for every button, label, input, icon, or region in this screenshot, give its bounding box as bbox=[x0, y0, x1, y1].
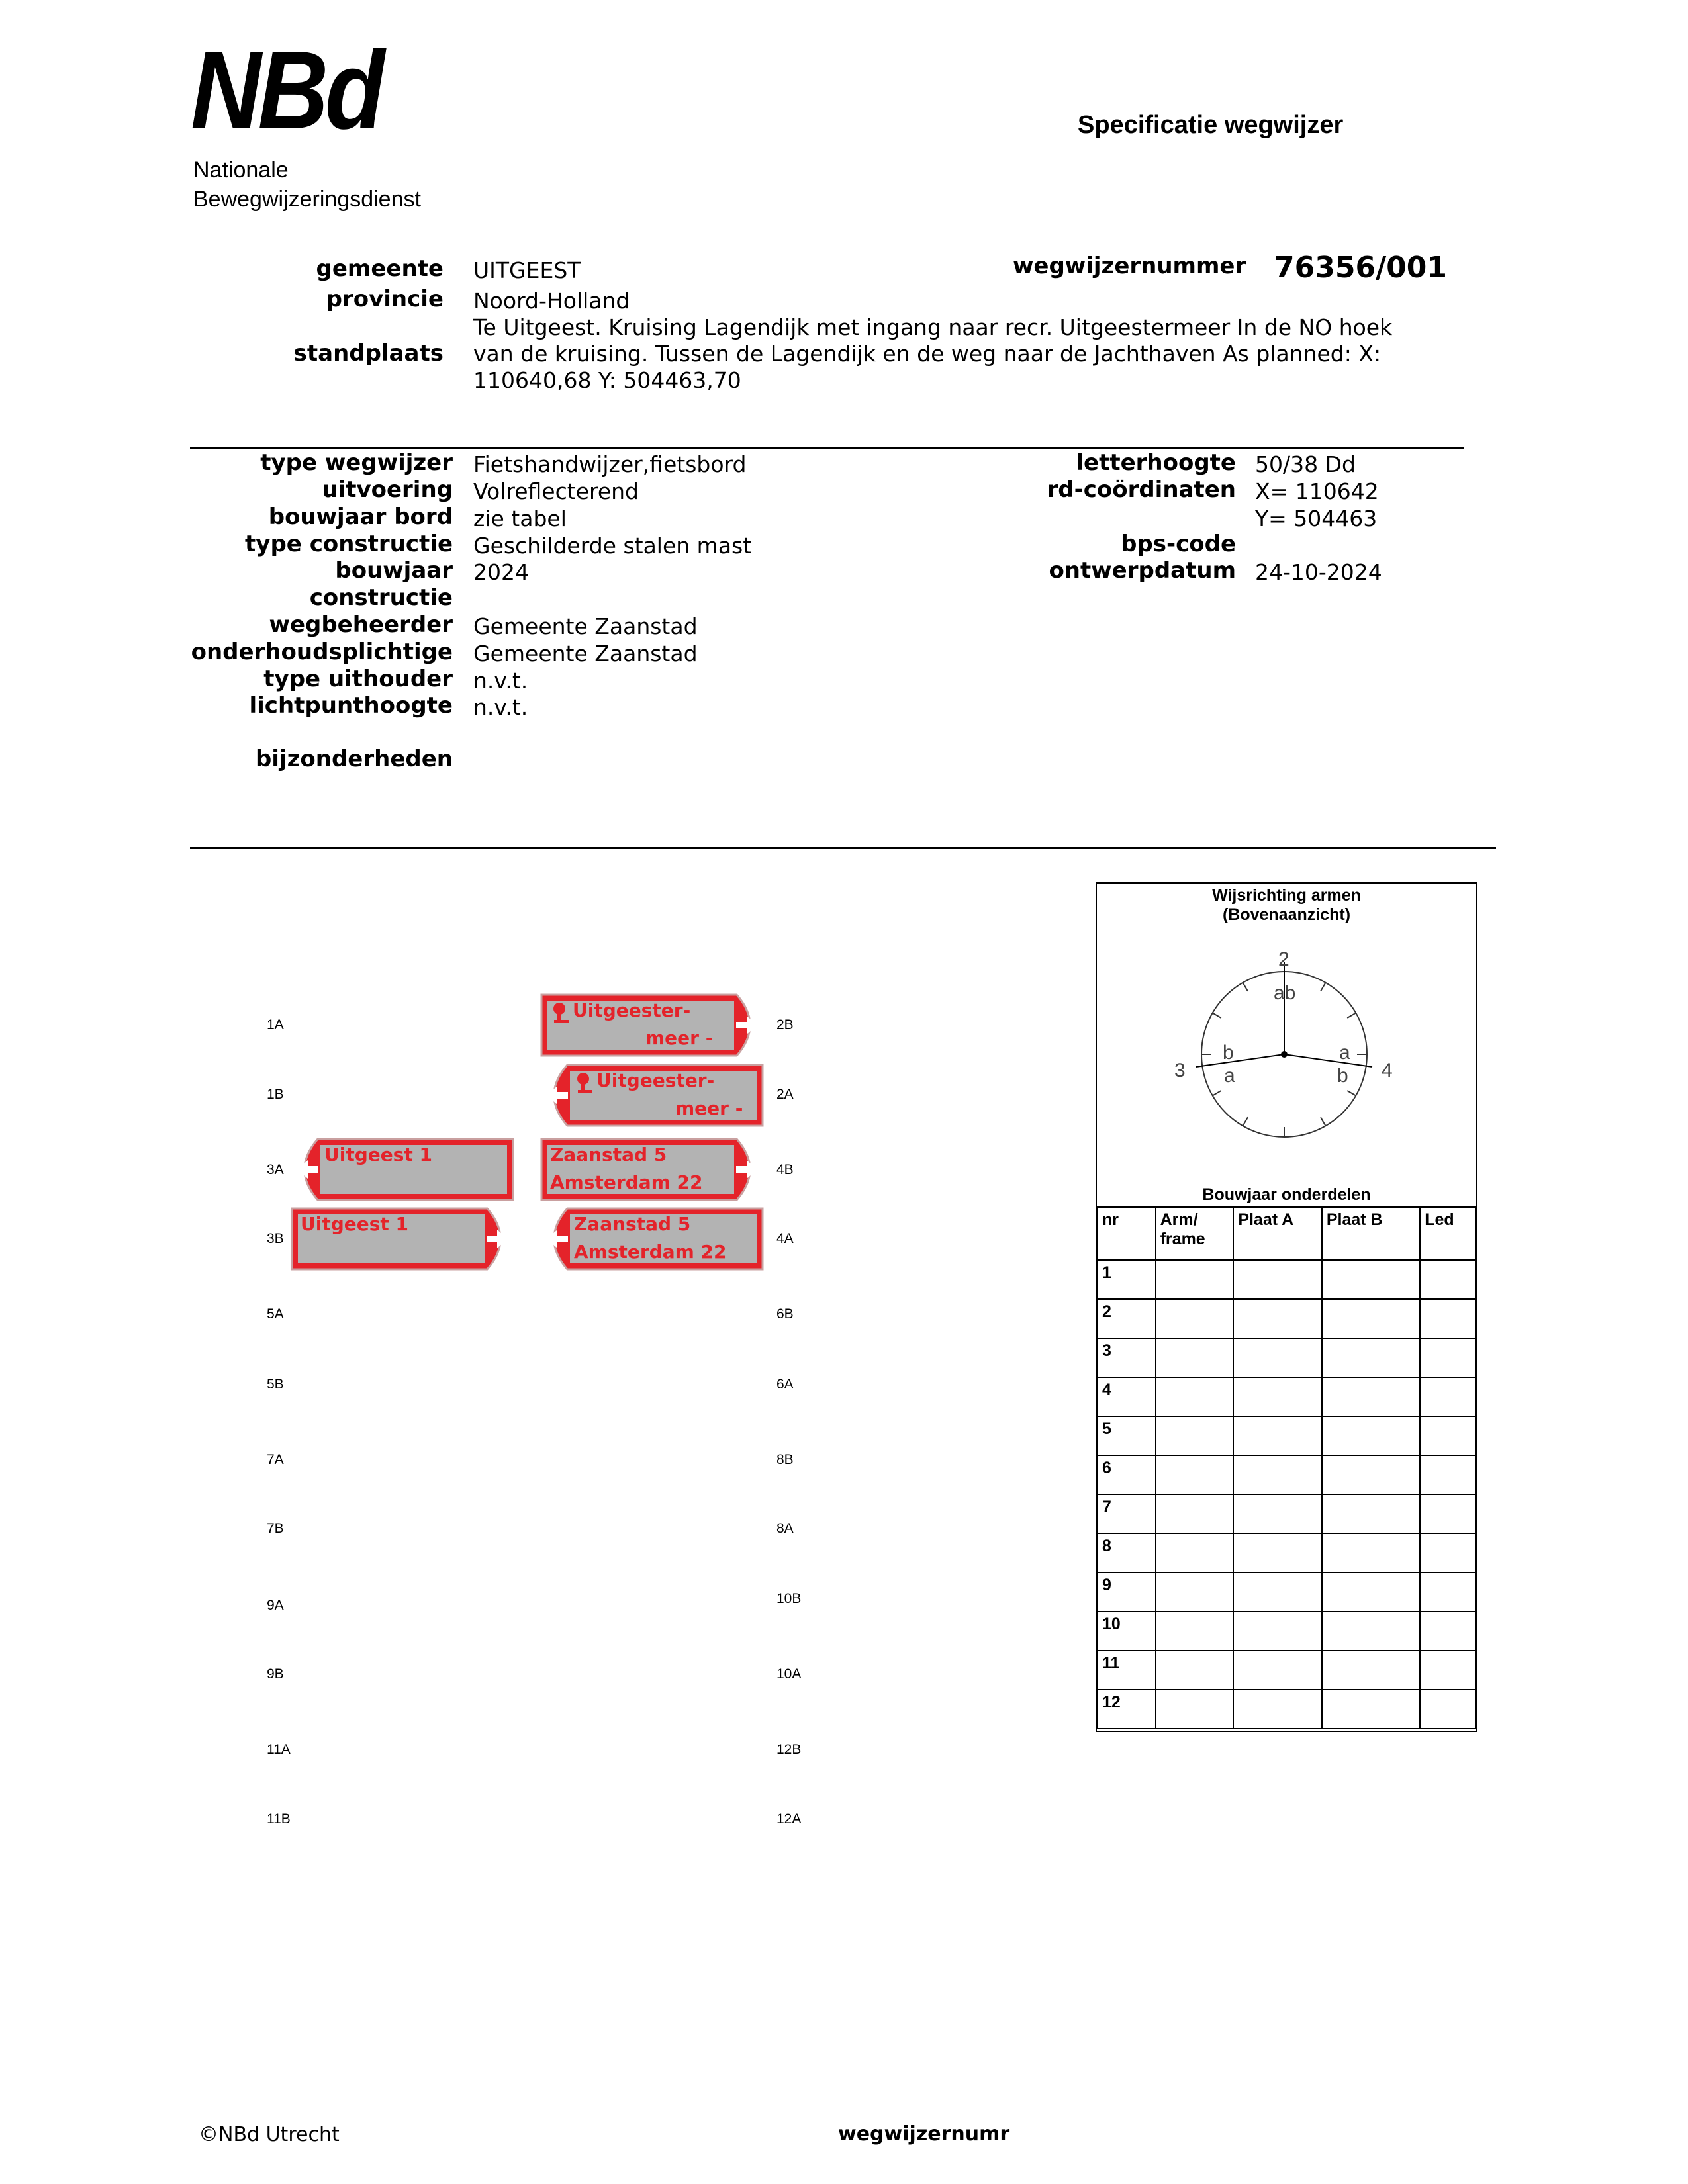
table-cell bbox=[1156, 1260, 1234, 1299]
row-number: 6 bbox=[1098, 1455, 1156, 1494]
table-row bbox=[1098, 1612, 1476, 1651]
position-label: 5A bbox=[267, 1306, 284, 1322]
table-row bbox=[1098, 1299, 1476, 1338]
panel-title-line2: (Bovenaanzicht) bbox=[1222, 905, 1351, 924]
position-label: 7B bbox=[267, 1521, 284, 1536]
table-cell bbox=[1156, 1494, 1234, 1533]
position-label: 8B bbox=[776, 1452, 794, 1467]
position-label: 4B bbox=[776, 1162, 794, 1177]
table-cell bbox=[1233, 1572, 1322, 1612]
table-cell bbox=[1233, 1651, 1322, 1690]
table-cell bbox=[1156, 1612, 1234, 1651]
position-label: 1B bbox=[267, 1087, 284, 1102]
table-cell bbox=[1156, 1690, 1234, 1729]
signpost-2a bbox=[539, 1063, 765, 1128]
row-number: 9 bbox=[1098, 1572, 1156, 1612]
row-number: 8 bbox=[1098, 1533, 1156, 1572]
sign-text-line1: Zaanstad 5 bbox=[550, 1144, 667, 1165]
table-cell bbox=[1420, 1299, 1476, 1338]
spec-label: uitvoering bbox=[322, 477, 453, 503]
table-cell bbox=[1420, 1338, 1476, 1377]
row-number: 1 bbox=[1098, 1260, 1156, 1299]
table-header-cell: Led bbox=[1420, 1207, 1476, 1260]
org-name-line2: Bewegwijzeringsdienst bbox=[193, 187, 421, 212]
row-number: 4 bbox=[1098, 1377, 1156, 1416]
table-cell bbox=[1322, 1612, 1420, 1651]
spec-value: Volreflecterend bbox=[473, 478, 639, 504]
table-cell bbox=[1420, 1377, 1476, 1416]
dial-label-left-b: b bbox=[1223, 1042, 1234, 1064]
position-label: 2B bbox=[776, 1017, 794, 1032]
sign-text-line1: Uitgeest 1 bbox=[301, 1213, 409, 1235]
orientation-panel bbox=[1096, 882, 1477, 1732]
spec-right-value: X= 110642 bbox=[1255, 478, 1379, 504]
position-label: 1A bbox=[267, 1017, 284, 1032]
table-cell bbox=[1233, 1690, 1322, 1729]
row-number: 11 bbox=[1098, 1651, 1156, 1690]
position-label: 3B bbox=[267, 1231, 284, 1246]
spec-label: type wegwijzer bbox=[260, 449, 453, 476]
dial-label-3: 3 bbox=[1174, 1060, 1186, 1081]
position-label: 5B bbox=[267, 1377, 284, 1392]
spec-value: Gemeente Zaanstad bbox=[473, 641, 698, 666]
footer-wegwijzernumr: wegwijzernumr bbox=[838, 2122, 1010, 2146]
dial-label-top-ab: ab bbox=[1274, 982, 1296, 1004]
table-cell bbox=[1420, 1455, 1476, 1494]
spec-label: bouwjaar bord bbox=[268, 504, 453, 530]
table-cell bbox=[1156, 1416, 1234, 1455]
sign-text-line2: Amsterdam 22 bbox=[550, 1171, 703, 1193]
table-cell bbox=[1322, 1690, 1420, 1729]
spec-right-value: 50/38 Dd bbox=[1255, 451, 1356, 477]
table-header-cell: nr bbox=[1098, 1207, 1156, 1260]
table-cell bbox=[1233, 1455, 1322, 1494]
spec-right-value: 24-10-2024 bbox=[1255, 559, 1382, 585]
position-label: 7A bbox=[267, 1452, 284, 1467]
nbd-logo: NBd bbox=[191, 28, 382, 152]
table-header-cell: Arm/ frame bbox=[1156, 1207, 1234, 1260]
dial-center bbox=[1281, 1051, 1288, 1058]
sign-text-line1: Uitgeest 1 bbox=[324, 1144, 433, 1165]
table-row bbox=[1098, 1651, 1476, 1690]
spec-value: Fietshandwijzer,fietsbord bbox=[473, 451, 747, 477]
position-label: 4A bbox=[776, 1231, 794, 1246]
table-cell bbox=[1322, 1299, 1420, 1338]
position-label: 12A bbox=[776, 1811, 802, 1827]
document-title: Specificatie wegwijzer bbox=[1078, 111, 1344, 139]
arm-4-line bbox=[1284, 1054, 1372, 1067]
table-row bbox=[1098, 1377, 1476, 1416]
table-cell bbox=[1420, 1572, 1476, 1612]
spec-label: wegbeheerder bbox=[269, 612, 453, 638]
spec-right-label: bps-code bbox=[1121, 531, 1236, 557]
row-number: 5 bbox=[1098, 1416, 1156, 1455]
sign-text-line1: Zaanstad 5 bbox=[574, 1213, 691, 1235]
table-cell bbox=[1322, 1416, 1420, 1455]
bouwjaar-table bbox=[1097, 1206, 1476, 1729]
table-cell bbox=[1233, 1494, 1322, 1533]
table-cell bbox=[1322, 1338, 1420, 1377]
dial-label-right-a: a bbox=[1339, 1042, 1350, 1064]
dial-tick bbox=[1243, 983, 1248, 991]
table-row bbox=[1098, 1416, 1476, 1455]
row-number: 7 bbox=[1098, 1494, 1156, 1533]
table-cell bbox=[1322, 1533, 1420, 1572]
table-row bbox=[1098, 1260, 1476, 1299]
table-cell bbox=[1233, 1260, 1322, 1299]
spec-value: n.v.t. bbox=[473, 694, 528, 720]
table-cell bbox=[1322, 1494, 1420, 1533]
spec-label: type constructie bbox=[245, 531, 453, 557]
spec-value: n.v.t. bbox=[473, 668, 528, 694]
table-cell bbox=[1156, 1651, 1234, 1690]
spec-label: bouwjaar bbox=[335, 557, 453, 584]
row-number: 10 bbox=[1098, 1612, 1156, 1651]
table-cell bbox=[1156, 1572, 1234, 1612]
dial-tick bbox=[1243, 1117, 1248, 1126]
table-cell bbox=[1156, 1533, 1234, 1572]
row-number: 3 bbox=[1098, 1338, 1156, 1377]
dial-tick bbox=[1321, 1117, 1326, 1126]
table-cell bbox=[1420, 1651, 1476, 1690]
position-label: 11B bbox=[267, 1811, 291, 1827]
spec-label: onderhoudsplichtige bbox=[191, 639, 453, 665]
table-cell bbox=[1233, 1612, 1322, 1651]
standplaats-line-3: 110640,68 Y: 504463,70 bbox=[473, 367, 741, 393]
table-cell bbox=[1420, 1612, 1476, 1651]
sign-text-line2: meer - bbox=[645, 1027, 714, 1049]
position-label: 9B bbox=[267, 1666, 284, 1682]
spec-right-label: ontwerpdatum bbox=[1049, 557, 1236, 584]
spec-value: zie tabel bbox=[473, 506, 567, 531]
table-header-cell: Plaat B bbox=[1322, 1207, 1420, 1260]
dial-label-right-b: b bbox=[1337, 1065, 1348, 1087]
dial-label-left-a: a bbox=[1224, 1065, 1235, 1087]
position-label: 9A bbox=[267, 1598, 284, 1613]
sign-text-line2: meer - bbox=[675, 1097, 743, 1119]
provincie-value: Noord-Holland bbox=[473, 288, 630, 314]
position-label: 8A bbox=[776, 1521, 794, 1536]
panel-title-line1: Wijsrichting armen bbox=[1212, 886, 1361, 905]
position-label: 6A bbox=[776, 1377, 794, 1392]
table-cell bbox=[1233, 1338, 1322, 1377]
table-cell bbox=[1156, 1299, 1234, 1338]
signpost-4b bbox=[539, 1137, 765, 1202]
spec-right-value: Y= 504463 bbox=[1255, 506, 1378, 531]
table-cell bbox=[1322, 1572, 1420, 1612]
signpost-3a bbox=[290, 1137, 515, 1202]
gemeente-label: gemeente bbox=[316, 255, 444, 282]
position-label: 12B bbox=[776, 1742, 802, 1757]
position-label: 2A bbox=[776, 1087, 794, 1102]
footer-copyright: ©NBd Utrecht bbox=[199, 2123, 340, 2146]
table-cell bbox=[1233, 1299, 1322, 1338]
table-header-cell: Plaat A bbox=[1233, 1207, 1322, 1260]
table-cell bbox=[1233, 1416, 1322, 1455]
wegwijzernummer-value: 76356/001 bbox=[1274, 251, 1447, 285]
table-title: Bouwjaar onderdelen bbox=[1202, 1185, 1371, 1204]
table-cell bbox=[1233, 1533, 1322, 1572]
spec-value: 2024 bbox=[473, 559, 529, 585]
table-cell bbox=[1420, 1690, 1476, 1729]
table-row bbox=[1098, 1572, 1476, 1612]
standplaats-line-2: van de kruising. Tussen de Lagendijk en de weg naar de Jachthaven As planned: X: bbox=[473, 341, 1382, 367]
dial-tick bbox=[1347, 1013, 1356, 1019]
table-cell bbox=[1156, 1338, 1234, 1377]
org-name-line1: Nationale bbox=[193, 158, 289, 183]
dial-tick bbox=[1213, 1091, 1221, 1096]
table-row bbox=[1098, 1690, 1476, 1729]
position-label: 10B bbox=[776, 1591, 802, 1606]
signpost-2b bbox=[539, 993, 765, 1058]
table-cell bbox=[1322, 1651, 1420, 1690]
table-cell bbox=[1322, 1455, 1420, 1494]
signpost-4a bbox=[539, 1206, 765, 1271]
sign-text-line1: Uitgeester- bbox=[596, 1069, 715, 1091]
table-cell bbox=[1156, 1377, 1234, 1416]
divider-top bbox=[190, 447, 1464, 449]
arm-3-line bbox=[1196, 1054, 1284, 1067]
divider-bottom bbox=[190, 847, 1496, 849]
dial-label-2: 2 bbox=[1278, 948, 1289, 970]
position-label: 10A bbox=[776, 1666, 802, 1682]
gemeente-value: UITGEEST bbox=[473, 257, 581, 283]
provincie-label: provincie bbox=[326, 286, 444, 312]
dial-tick bbox=[1213, 1013, 1221, 1019]
table-cell bbox=[1420, 1260, 1476, 1299]
dial-diagram bbox=[1097, 884, 1476, 1201]
table-row bbox=[1098, 1338, 1476, 1377]
table-cell bbox=[1233, 1377, 1322, 1416]
table-cell bbox=[1156, 1455, 1234, 1494]
signpost-3b bbox=[290, 1206, 515, 1271]
table-cell bbox=[1420, 1533, 1476, 1572]
table-row bbox=[1098, 1533, 1476, 1572]
standplaats-label: standplaats bbox=[293, 340, 444, 367]
table-cell bbox=[1322, 1260, 1420, 1299]
wegwijzernummer-label: wegwijzernummer bbox=[1013, 253, 1246, 279]
standplaats-line-1: Te Uitgeest. Kruising Lagendijk met ingang naar recr. Uitgeestermeer In de NO hoek bbox=[473, 314, 1393, 340]
spec-right-label: rd-coördinaten bbox=[1047, 477, 1236, 503]
position-label: 3A bbox=[267, 1162, 284, 1177]
position-label: 6B bbox=[776, 1306, 794, 1322]
sign-text-line2: Amsterdam 22 bbox=[574, 1241, 727, 1263]
bijzonderheden-label: bijzonderheden bbox=[255, 746, 453, 772]
row-number: 12 bbox=[1098, 1690, 1156, 1729]
dial-tick bbox=[1347, 1091, 1356, 1096]
table-row bbox=[1098, 1455, 1476, 1494]
spec-value: Geschilderde stalen mast bbox=[473, 533, 752, 559]
position-label: 11A bbox=[267, 1742, 291, 1757]
spec-right-label: letterhoogte bbox=[1076, 449, 1236, 476]
row-number: 2 bbox=[1098, 1299, 1156, 1338]
spec-label: lichtpunthoogte bbox=[249, 692, 453, 719]
dial-label-4: 4 bbox=[1382, 1060, 1393, 1081]
table-cell bbox=[1322, 1377, 1420, 1416]
table-cell bbox=[1420, 1494, 1476, 1533]
table-cell bbox=[1420, 1416, 1476, 1455]
dial-tick bbox=[1321, 983, 1326, 991]
spec-value: Gemeente Zaanstad bbox=[473, 614, 698, 639]
spec-label: type uithouder bbox=[263, 666, 453, 692]
spec-label: constructie bbox=[309, 584, 453, 611]
table-row bbox=[1098, 1494, 1476, 1533]
sign-text-line1: Uitgeester- bbox=[573, 999, 691, 1021]
